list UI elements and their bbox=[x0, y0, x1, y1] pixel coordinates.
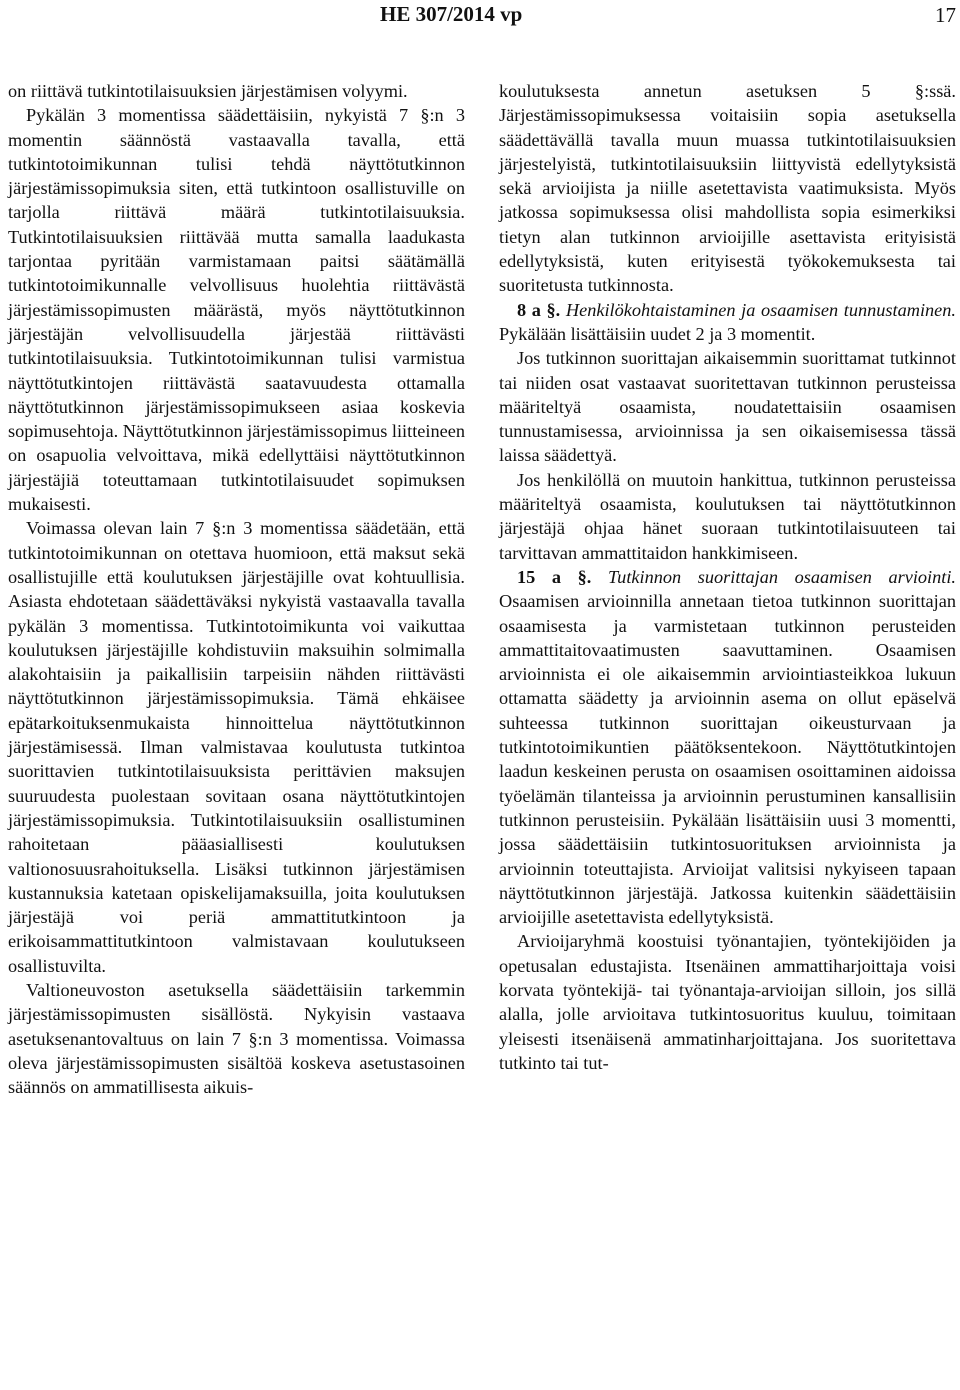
section-number: 8 a §. bbox=[517, 299, 561, 320]
page-number: 17 bbox=[935, 3, 956, 27]
section-8a-paragraph bbox=[499, 298, 956, 347]
paragraph: Arvioijaryhmä koostuisi työnantajien, työntekijöiden ja opetusalan edustajista. Itsenäinen ammattiharjoittaja voisi korvata työntekijä- tai työnantaja-arvioijan silloin, jos sillä alalla, jolle arvioitava tutkintosuoritus kuuluu, toimitaan yleisesti itsenäisenä ammatinharjoittajana. Jos suoritettava tutkinto tai tut- bbox=[499, 931, 956, 1073]
paragraph: koulutuksesta annetun asetuksen 5 §:ssä. Järjestämissopimuksessa voitaisiin sopia asetuksella säädettävällä tavalla muun muassa tutkintotilaisuuksien järjestelyistä, tutkintotilaisuuksiin liittyvistä edellytyksistä sekä arvioijista ja niille asetettavista vaatimuksista. Myös jatkossa sopimuksessa olisi mahdollista sopia esimerkiksi tietyn alan tutkinnon arvioijille asettavista erityisistä edellytyksistä, kuten erityisestä työkokemuksesta tai suoritetusta tutkinnosta. bbox=[499, 81, 956, 296]
section-title: Tutkinnon suorittajan osaamisen arviointi. bbox=[608, 566, 956, 587]
paragraph: Voimassa olevan lain 7 §:n 3 momentissa säädetään, että tutkintotoimikunnan on otettava huomioon, että maksut sekä osallistujille että koulutuksen järjestäjille ovat kohtuullisia. Asiasta ehdotetaan säädettäväksi nykyistä vastaavalla tavalla pykälän 3 momentissa. Tutkintotoimikunta voi vaikuttaa koulutuksen järjestäjille kohdistuviin maksuihin solmimalla alakohtaisiin ja paikallisiin tarpeisiin nähden riittävästi näyttötutkinnon järjestämissopimuksia. Tämä ehkäisee epätarkoituksenmukaista hinnoittelua näyttötutkinnon järjestämisessä. Ilman valmistavaa koulutusta tutkintoa suorittavien tutkintotilaisuuksista perittävien maksujen suuruudesta puolestaan sovitaan osana näyttötutkintojen järjestämissopimuksia. Tutkintotilaisuuksiin osallistuminen rahoitetaan pääasiallisesti koulutuksen valtionosuusrahoituksella. Lisäksi tutkinnon järjestämisen kustannuksia katetaan opiskelijamaksuilla, joita koulutuksen järjestäjä voi periä ammattitutkintoon ja erikoisammattitutkintoon valmistavaan koulutukseen osallistuvilta. bbox=[8, 518, 465, 976]
paragraph: on riittävä tutkintotilaisuuksien järjestämisen volyymi. bbox=[8, 81, 408, 101]
section-text: Osaamisen arvioinnilla annetaan tietoa tutkinnon suorittajan osaamisesta ja varmistetaan tutkinnon perusteiden ammattitaitovaatimusten saavuttaminen. Osaamisen arvioinnista ei ole aikaisemmin arviointiasteikkoa lukuun ottamatta säädetty ja arvioinnin asema on ollut epäselvä suhteessa tutkinnon suorittajan oikeusturvaan ja tutkintotoimikuntien päätöksentekoon. Näyttötutkintojen laadun keskeinen perusta on osaamisen osoittaminen aidoissa työelämän tilanteissa ja arvioinnin perustuminen kansallisiin tutkinnon perusteisiin. Pykälään lisättäisiin uusi 3 momentti, jossa säädettäisiin tutkintosuorituksen arvioinnista ja arvioinnin toteuttajista. Arvioijat valitsisi nykyiseen tapaan näyttötutkinnon järjestäjä. Jatkossa kuitenkin säädettäisiin arvioijille asetettavista edellytyksistä. bbox=[499, 591, 956, 928]
page-header bbox=[0, 2, 960, 36]
paragraph: Valtioneuvoston asetuksella säädettäisiin tarkemmin järjestämissopimusten sisällöstä. Nykyisin vastaava asetuksenantovaltuus on lain 7 §:n 3 momentissa. Voimassa oleva järjestämissopimusten sisältöä koskeva asetustasoinen säännös on ammatillisesta aikuis- bbox=[8, 979, 465, 1098]
document-id: HE 307/2014 vp bbox=[380, 2, 523, 26]
paragraph: Jos tutkinnon suorittajan aikaisemmin suorittamat tutkinnot tai niiden osat vastaavat suoritettavan tutkinnon perusteissa määriteltyä osaamista, noudatettaisiin osaamisen tunnustamisessa, arvioinnissa ja sen oikaisemisessa tässä laissa säädettyä. bbox=[499, 348, 956, 466]
left-column bbox=[8, 79, 465, 1099]
section-text: Pykälään lisättäisiin uudet 2 ja 3 momentit. bbox=[499, 323, 816, 344]
right-column bbox=[499, 79, 956, 1075]
section-number: 15 a §. bbox=[517, 566, 592, 587]
paragraph: Pykälän 3 momentissa säädettäisiin, nykyistä 7 §:n 3 momentin säännöstä vastaavalla tavalla, että tutkintotoimikunnan tulisi tehdä näyttötutkinnon järjestämissopimuksia siten, että tutkintoon osallistuville on tarjolla riittävä määrä tutkintotilaisuuksia. Tutkintotilaisuuksien riittävää mutta samalla laadukasta tarjontaa pyritään varmistamaan paitsi säätämällä tutkintotoimikunnalle velvollisuus huolehtia riittävästä järjestämissopimusten määrästä, myös näyttötutkinnon järjestäjän velvollisuudella järjestää riittävästi tutkintotilaisuuksia. Tutkintotoimikunnan tulisi varmistua näyttötutkintojen riittävästä saatavuudesta ottamalla näyttötutkinnon järjestämissopimukseen asiaa koskevia sopimusehtoja. Näyttötutkinnon järjestämissopimus liitteineen on osapuolia velvoittava, mikä edellyttäisi näyttötutkinnon järjestäjiä toteuttamaan tutkintotilaisuudet sopimuksen mukaisesti. bbox=[8, 105, 465, 515]
section-title: Henkilökohtaistaminen ja osaamisen tunnustaminen. bbox=[565, 299, 957, 320]
section-15a-paragraph bbox=[499, 565, 956, 929]
paragraph: Jos henkilöllä on muutoin hankittua, tutkinnon perusteissa määriteltyä osaamista, koulutuksen tai näyttötutkinnon järjestäjä ohjaa hänet suoraan tutkintotilaisuuteen tai tarvittavan ammattitaidon hankkimiseen. bbox=[499, 469, 956, 563]
